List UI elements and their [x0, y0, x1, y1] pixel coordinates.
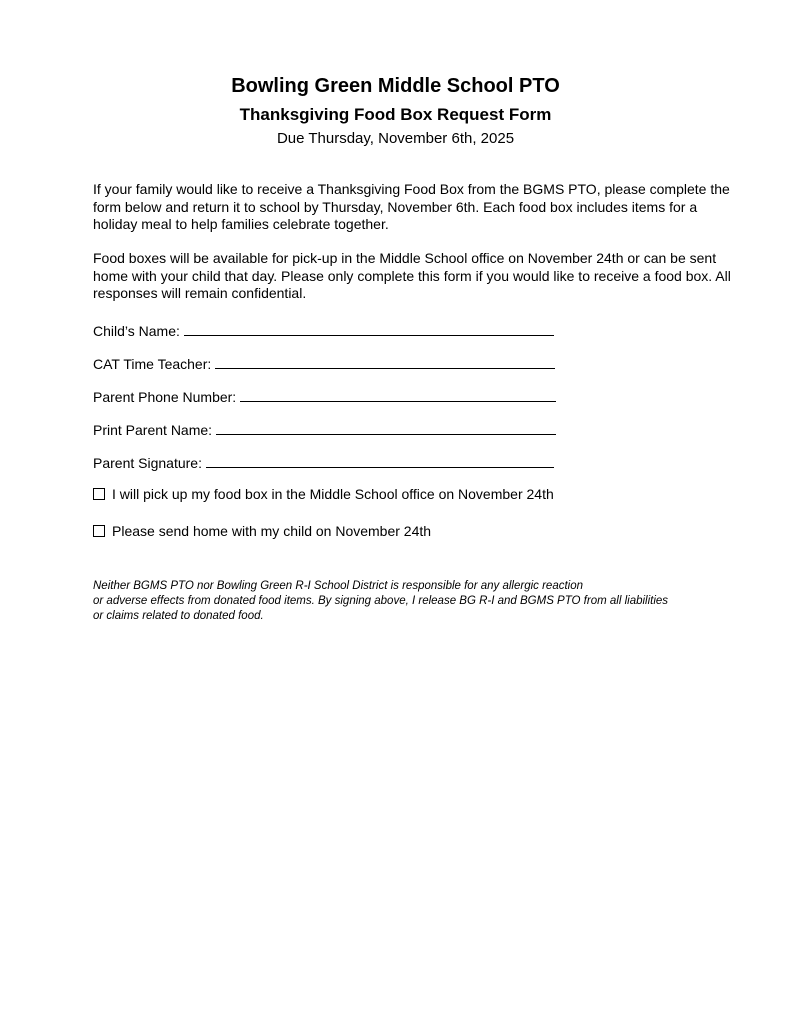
intro-paragraph-1: If your family would like to receive a Thanksgiving Food Box from the BGMS PTO, please complete the form below and return it to school by Thursday, November 6th. Each food box includes items for a holiday meal to help families celebrate together. [93, 181, 730, 232]
send-home-option [93, 522, 431, 540]
parent-phone-field [93, 387, 556, 406]
disclaimer-line-1: Neither BGMS PTO nor Bowling Green R-I School District is responsible for any allergic reaction [93, 580, 584, 592]
print-parent-name-field [93, 420, 556, 439]
send-home-checkbox[interactable] [93, 525, 105, 537]
parent-phone-input[interactable] [240, 387, 556, 402]
pickup-option-label: I will pick up my food box in the Middle School office on November 24th [112, 486, 554, 502]
cat-time-teacher-input[interactable] [215, 354, 555, 369]
print-parent-name-label: Print Parent Name: [93, 422, 213, 438]
disclaimer [93, 579, 733, 624]
print-parent-name-input[interactable] [216, 420, 556, 435]
send-home-option-label: Please send home with my child on November 24th [112, 523, 432, 539]
pickup-option [93, 485, 554, 503]
childs-name-label: Child’s Name: [93, 323, 180, 339]
parent-phone-label: Parent Phone Number: [93, 389, 237, 405]
childs-name-field [93, 321, 554, 340]
parent-signature-label: Parent Signature: [93, 455, 202, 471]
parent-signature-field [93, 453, 554, 472]
due-date: Due Thursday, November 6th, 2025 [276, 130, 515, 147]
pickup-checkbox[interactable] [93, 488, 105, 500]
intro-paragraph-2: Food boxes will be available for pick-up in the Middle School office on November 24th or can be sent home with your child that day. Please only complete this form if you would like to receive a food box. All responses will remain confidential. [93, 250, 731, 301]
childs-name-input[interactable] [184, 321, 554, 336]
form-subtitle: Thanksgiving Food Box Request Form [239, 105, 552, 124]
parent-signature-input[interactable] [206, 453, 554, 468]
disclaimer-line-2: or adverse effects from donated food items. By signing above, I release BG R-I and BGMS PTO from all liabilities [93, 595, 669, 607]
form-title: Bowling Green Middle School PTO [231, 75, 560, 97]
cat-time-teacher-field [93, 354, 555, 373]
cat-time-teacher-label: CAT Time Teacher: [93, 356, 212, 372]
disclaimer-line-3: or claims related to donated food. [93, 610, 264, 622]
